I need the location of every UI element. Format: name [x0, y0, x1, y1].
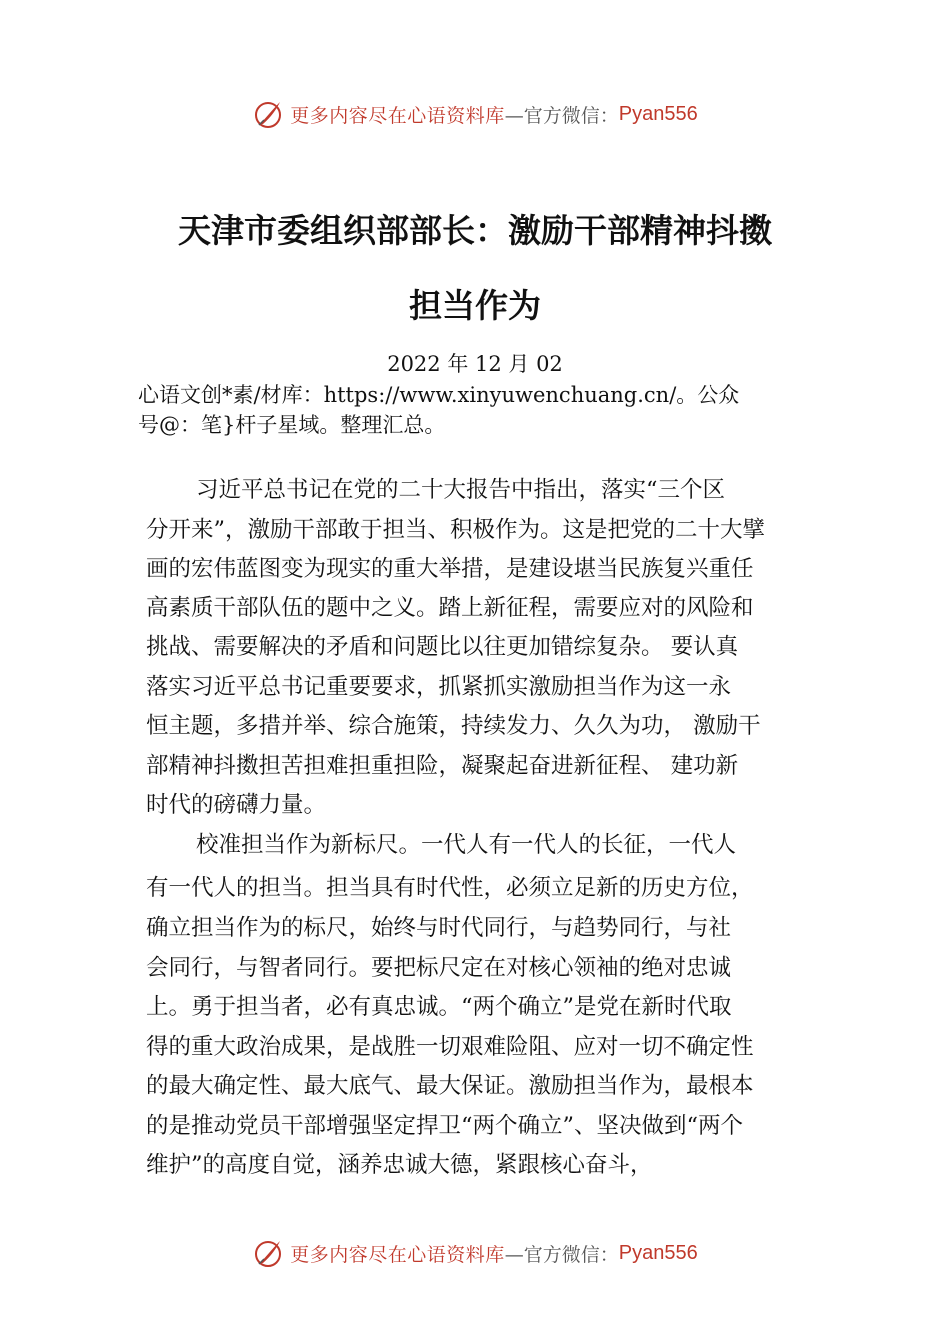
- watermark-separator: —官方微信：: [504, 104, 619, 127]
- document-title-line-1: 天津市委组织部部长：激励干部精神抖擞: [178, 211, 772, 250]
- body-line: 习近平总书记在党的二十大报告中指出，落实“三个区: [196, 477, 726, 503]
- body-line: 恒主题，多措并举、综合施策，持续发力、久久为功， 激励干: [146, 713, 761, 739]
- document-date: 2022 年 12 月 02: [387, 352, 563, 376]
- body-line: 挑战、需要解决的矛盾和问题比以往更加错综复杂。 要认真: [146, 634, 739, 660]
- body-line: 时代的磅礴力量。: [146, 792, 327, 818]
- watermark-text: 更多内容尽在心语资料库: [290, 104, 505, 127]
- body-line: 上。勇于担当者，必有真忠诚。“两个确立”是党在新时代取: [146, 994, 732, 1020]
- body-line: 画的宏伟蓝图变为现实的重大举措，是建设堪当民族复兴重任: [146, 556, 754, 582]
- body-line: 会同行，与智者同行。要把标尺定在对核心领袖的绝对忠诚: [146, 955, 732, 981]
- body-line: 分开来”，激励干部敢于担当、积极作为。这是把党的二十大擘: [146, 517, 766, 543]
- watermark-wechat-id: Pyan556: [618, 102, 698, 125]
- body-line: 得的重大政治成果，是战胜一切艰难险阻、应对一切不确定性: [146, 1034, 754, 1060]
- source-note-line-1: 心语文创*素/材库：https://www.xinyuwenchuang.cn/。公众: [138, 383, 740, 407]
- document-title-line-2: 担当作为: [409, 286, 541, 325]
- body-line: 校准担当作为新标尺。一代人有一代人的长征，一代人: [196, 832, 737, 858]
- header-watermark: [0, 94, 950, 134]
- body-line: 的是推动党员干部增强坚定捍卫“两个确立”、坚决做到“两个: [146, 1113, 744, 1139]
- body-line: 维护”的高度自觉，涵养忠诚大德，紧跟核心奋斗，: [146, 1152, 653, 1178]
- body-line: 有一代人的担当。担当具有时代性，必须立足新的历史方位，: [146, 875, 754, 901]
- footer-watermark: [0, 1233, 950, 1273]
- body-line: 的最大确定性、最大底气、最大保证。激励担当作为，最根本: [146, 1073, 754, 1099]
- body-line: 落实习近平总书记重要要求，抓紧抓实激励担当作为这一永: [146, 674, 732, 700]
- watermark-wechat-id: Pyan556: [618, 1241, 698, 1264]
- quill-pen-logo-icon: [252, 98, 284, 130]
- body-line: 高素质干部队伍的题中之义。踏上新征程，需要应对的风险和: [146, 595, 754, 621]
- source-note-line-2: 号@：笔}杆子星域。整理汇总。: [138, 413, 446, 437]
- quill-pen-logo-icon: [252, 1237, 284, 1269]
- watermark-text: 更多内容尽在心语资料库: [290, 1243, 505, 1266]
- watermark-separator: —官方微信：: [504, 1243, 619, 1266]
- body-line: 部精神抖擞担苦担难担重担险，凝聚起奋进新征程、 建功新: [146, 753, 739, 779]
- body-line: 确立担当作为的标尺，始终与时代同行，与趋势同行，与社: [146, 915, 732, 941]
